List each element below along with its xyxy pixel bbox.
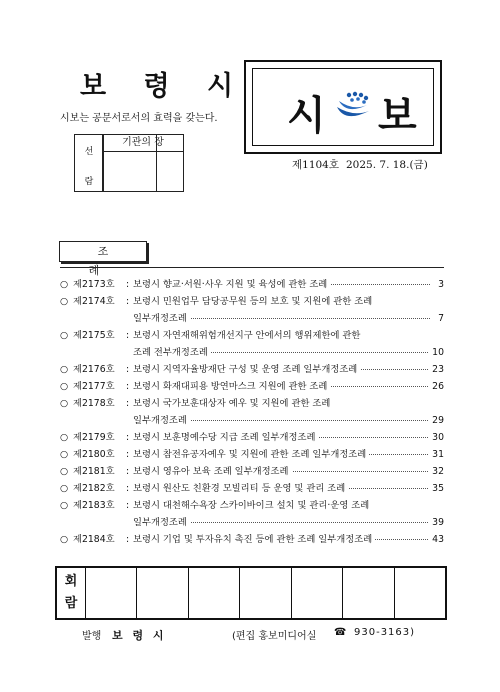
toc-title: 보령시 기업 및 투자유치 촉진 등에 관한 조례 일부개정조례	[133, 531, 375, 548]
toc-page: 39	[429, 514, 444, 531]
toc-number: 제2183호	[73, 500, 115, 511]
toc-separator: :	[126, 330, 130, 341]
toc-page: 26	[429, 378, 444, 395]
toc-title: 일부개정조례	[133, 514, 190, 531]
toc-title: 보령시 국가보훈대상자 예우 및 지원에 관한 조례	[133, 395, 333, 412]
toc-number: 제2180호	[73, 449, 115, 460]
city-emblem-icon	[335, 89, 373, 125]
section-divider	[60, 267, 444, 268]
toc-title: 보령시 향교·서원·사우 지원 및 육성에 관한 조례	[133, 276, 330, 293]
toc-separator: :	[126, 483, 130, 494]
toc-item[interactable]	[60, 429, 444, 446]
toc-bullet-icon: ○	[60, 279, 69, 290]
review-cell	[394, 568, 445, 619]
toc-title: 보령시 영유아 보육 조례 일부개정조례	[133, 463, 292, 480]
toc-item[interactable]	[60, 514, 444, 531]
toc-item[interactable]	[60, 293, 444, 310]
toc-bullet-icon: ○	[60, 483, 69, 494]
toc-item[interactable]	[60, 497, 444, 514]
toc-number: 제2179호	[73, 432, 115, 443]
toc-bullet-icon: ○	[60, 500, 69, 511]
logo-inner-frame	[252, 68, 434, 146]
toc-bullet-icon: ○	[60, 466, 69, 477]
toc-separator: :	[126, 364, 130, 375]
toc-item[interactable]	[60, 310, 444, 327]
toc-separator: :	[126, 432, 130, 443]
toc-bullet-icon: ○	[60, 432, 69, 443]
toc-separator: :	[126, 449, 130, 460]
toc-bullet-icon: ○	[60, 296, 69, 307]
toc-number: 제2174호	[73, 296, 115, 307]
toc-item[interactable]	[60, 395, 444, 412]
toc-separator: :	[126, 279, 130, 290]
toc-item[interactable]	[60, 463, 444, 480]
toc-number: 제2177호	[73, 381, 115, 392]
approval-label-cell	[75, 135, 104, 191]
toc-number: 제2184호	[73, 534, 115, 545]
toc-title: 일부개정조례	[133, 310, 190, 327]
stamp-box	[102, 134, 184, 192]
review-cell	[291, 568, 342, 619]
toc-bullet-icon: ○	[60, 330, 69, 341]
toc-number: 제2178호	[73, 398, 115, 409]
review-label-bottom: 람	[64, 596, 78, 611]
toc-page: 32	[429, 463, 444, 480]
toc-separator: :	[126, 534, 130, 545]
toc-title: 보령시 참전유공자예우 및 지원에 관한 조례 일부개정조례	[133, 446, 369, 463]
toc-item[interactable]	[60, 446, 444, 463]
toc-page: 30	[429, 429, 444, 446]
toc-page: 23	[429, 361, 444, 378]
phone-icon: ☎	[334, 627, 347, 638]
approval-label-top: 선	[84, 147, 94, 157]
toc-separator: :	[126, 466, 130, 477]
toc-item[interactable]	[60, 361, 444, 378]
review-cell	[240, 568, 291, 619]
toc-item[interactable]	[60, 344, 444, 361]
toc-item[interactable]	[60, 327, 444, 344]
toc-page: 7	[435, 310, 444, 327]
review-cell	[137, 568, 188, 619]
issue-date: 2025. 7. 18.(금)	[346, 159, 428, 171]
toc-title: 보령시 대천해수욕장 스카이바이크 설치 및 관리·운영 조례	[133, 497, 372, 514]
issue-number: 제1104호	[292, 159, 340, 171]
review-signoff-box	[55, 566, 447, 620]
logo-left-char: 시	[287, 93, 326, 139]
subtitle: 시보는 공문서로서의 효력을 갖는다.	[60, 113, 218, 124]
toc-page: 10	[429, 344, 444, 361]
toc-item[interactable]	[60, 378, 444, 395]
gazette-logo	[244, 60, 442, 154]
toc-page: 43	[429, 531, 444, 548]
toc-title: 조례 전부개정조례	[133, 344, 211, 361]
toc-title: 보령시 원산도 친환경 모빌리티 등 운영 및 관리 조례	[133, 480, 348, 497]
logo-right-char: 보	[378, 93, 417, 139]
toc-title: 보령시 지역자율방재단 구성 및 운영 조례 일부개정조례	[133, 361, 360, 378]
approval-label-bottom: 람	[84, 177, 94, 187]
toc-number: 제2182호	[73, 483, 115, 494]
toc-item[interactable]	[60, 276, 444, 293]
toc-item[interactable]	[60, 531, 444, 548]
phone-number: 930-3163)	[354, 627, 416, 638]
toc-title: 보령시 민원업무 담당공무원 등의 보호 및 지원에 관한 조례	[133, 293, 375, 310]
section-title: 조 례	[59, 241, 147, 262]
review-label	[57, 568, 86, 619]
toc-bullet-icon: ○	[60, 449, 69, 460]
table-of-contents	[60, 276, 444, 548]
review-table	[56, 567, 446, 619]
review-cell	[343, 568, 394, 619]
toc-page: 35	[429, 480, 444, 497]
toc-separator: :	[126, 296, 130, 307]
toc-title: 보령시 보훈명예수당 지급 조례 일부개정조례	[133, 429, 318, 446]
city-title: 보 령 시	[80, 71, 248, 102]
toc-title: 보령시 화재대피용 방연마스크 지원에 관한 조례	[133, 378, 330, 395]
toc-page: 29	[429, 412, 444, 429]
toc-bullet-icon: ○	[60, 534, 69, 545]
toc-title: 보령시 자연재해위험개선지구 안에서의 행위제한에 관한	[133, 327, 363, 344]
toc-title: 일부개정조례	[133, 412, 190, 429]
toc-page: 31	[429, 446, 444, 463]
toc-separator: :	[126, 500, 130, 511]
publisher-label: 발행	[82, 631, 102, 642]
toc-page: 3	[435, 276, 444, 293]
toc-number: 제2175호	[73, 330, 115, 341]
toc-bullet-icon: ○	[60, 398, 69, 409]
toc-number: 제2181호	[73, 466, 115, 477]
toc-item[interactable]	[60, 480, 444, 497]
review-cell	[86, 568, 137, 619]
stamp-label: 기관의 장	[103, 135, 183, 152]
toc-separator: :	[126, 398, 130, 409]
editor-info: (편집 홍보미디어실	[232, 631, 317, 642]
toc-bullet-icon: ○	[60, 381, 69, 392]
toc-item[interactable]	[60, 412, 444, 429]
review-label-top: 회	[64, 574, 78, 589]
review-cell	[188, 568, 239, 619]
toc-number: 제2176호	[73, 364, 115, 375]
toc-bullet-icon: ○	[60, 364, 69, 375]
toc-number: 제2173호	[73, 279, 115, 290]
publisher-name: 보 령 시	[112, 629, 167, 642]
toc-separator: :	[126, 381, 130, 392]
